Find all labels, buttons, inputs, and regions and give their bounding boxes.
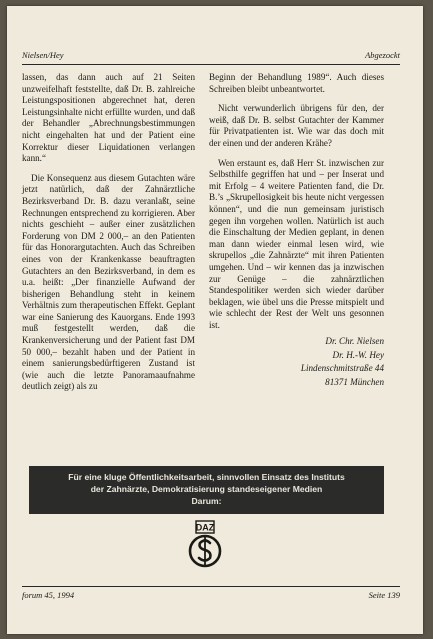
banner-line: Für eine kluge Öffentlichkeitsarbeit, sinnvollen Einsatz des Instituts [68,472,345,482]
running-header-title: Abgezockt [365,50,400,60]
signature-line: Lindenschmitstraße 44 [300,363,384,374]
paragraph: lassen, das dann auch auf 21 Seiten unzweifelhaft feststellte, daß Dr. B. zahlreiche Leistungspositionen abgerechnet hat, deren Leistungsinhalte nicht erfüllte wurden, und daß der Behandler „Abrechnungsbestimmungen nicht eingehalten hat und der Patient eine Korrektur dieser Liquidationen verlangen kann.“ [22,72,195,164]
paragraph: Die Konsequenz aus diesem Gutachten wäre jetzt natürlich, daß der Zahnärztliche Bezirksverband Dr. B. dazu veranlaßt, seine Rechnungen entsprechend zu korrigieren. Aber nichts geschieht – außer einer zusätzlichen Forderung von DM 2 000,– an den Patienten für das Honorargutachten. Auch das Schreiben eines von der Krankenkasse beauftragten Gutachters an den Bezirksverband, in dem es u.a. heißt: „Der finanzielle Aufwand der bisherigen Behandlung steht in keinem Verhältnis zum therapeutischen Effekt. Geplant war eine Sanierung des Kauorgans. Ende 1993 muß festgestellt werden, daß die Krankenversicherung und der Patient fast DM 50 000,– bezahlt haben und der Patient in einem sanierungsbedürftigeren Zustand ist (wie auch die letzte Panoramaaufnahme deutlich zeigt) als zu [22,172,195,392]
paragraph: Wen erstaunt es, daß Herr St. inzwischen zur Selbsthilfe gegriffen hat und – per Inserat und mit Erfolg – 4 weitere Patienten fand, die Dr. B.’s „Skrupellosigkeit bis heute nicht vergessen können“, und die nun gemeinsam juristisch gegen ihn vorgehen wollen. Natürlich ist auch die Einschaltung der Medien geplant, in denen man dann wieder einmal lesen wird, wie skrupellos „die Zahnärzte“ mit ihren Patienten umgehen. Und – wir kennen das ja inzwischen zur Genüge – die zahnärztlichen Standespolitiker werden sich wieder darüber beklagen, wie übel uns die Presse mitspielt und wie schlecht der Rest der Welt uns gesonnen ist. [209,157,384,330]
signature-line: Dr. Chr. Nielsen [325,336,384,347]
paragraph: Beginn der Behandlung 1989“. Auch dieses Schreiben bleibt unbeantwortet. [209,72,384,94]
left-column [22,72,195,393]
banner-line: der Zahnärzte, Demokratisierung standeseigener Medien [90,484,323,494]
document-page [7,6,423,634]
signature-line: Dr. H.-W. Hey [332,349,384,360]
signature-line: 81371 München [325,376,384,387]
header-rule [22,64,400,65]
running-header-authors: Nielsen/Hey [22,50,64,60]
slogan-banner [29,466,384,514]
footer-rule [22,586,400,587]
footer-page-number: Seite 139 [368,590,400,600]
footer-publication: forum 45, 1994 [22,590,75,600]
logo-lettering: DAZ [195,522,215,533]
banner-line: Darum: [191,496,222,506]
paragraph: Nicht verwunderlich übrigens für den, der weiß, daß Dr. B. selbst Gutachter der Kammer für Privatpatienten ist. Wie war das doch mit der einen und der anderen Krähe? [209,103,384,148]
right-column [209,72,384,389]
daz-logo-icon [187,517,223,570]
signature-block [209,335,384,389]
